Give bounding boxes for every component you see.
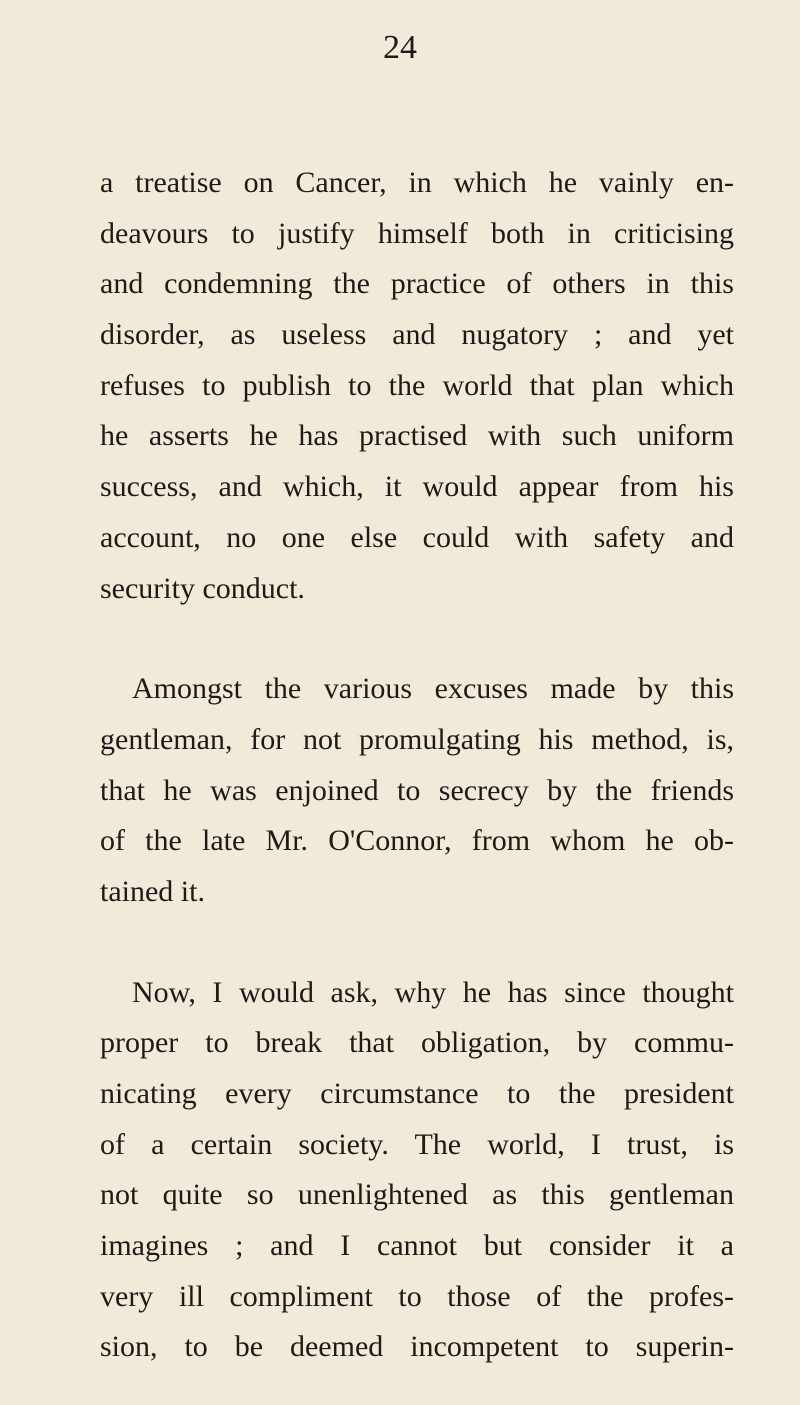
text-line: nicating every circumstance to the president xyxy=(100,1077,734,1110)
text-line: gentleman, for not promulgating his method, is, xyxy=(100,722,734,756)
text-line: proper to break that obligation, by commu- xyxy=(100,1026,734,1060)
text-line: of the late Mr. O'Connor, from whom he ob- xyxy=(100,824,734,858)
paragraph-2 xyxy=(100,664,734,917)
text-line: Amongst the various excuses made by this xyxy=(132,672,734,706)
text-line: disorder, as useless and nugatory ; and yet xyxy=(100,318,734,352)
page-number: 24 xyxy=(383,29,417,66)
text-line: imagines ; and I cannot but consider it a xyxy=(100,1229,734,1263)
paragraph-gap xyxy=(100,614,734,664)
paragraph-1 xyxy=(100,158,734,614)
text-line: that he was enjoined to secrecy by the friends xyxy=(100,773,734,807)
text-line: refuses to publish to the world that plan which xyxy=(100,368,734,402)
text-line: tained it. xyxy=(100,874,205,908)
text-line: deavours to justify himself both in criticising xyxy=(100,216,734,250)
body-text xyxy=(100,158,734,1373)
text-line: account, no one else could with safety and xyxy=(100,520,734,554)
text-line: and condemning the practice of others in this xyxy=(100,267,734,301)
text-line: sion, to be deemed incompetent to superin- xyxy=(100,1330,734,1364)
text-line: of a certain society. The world, I trust, is xyxy=(100,1127,734,1161)
paragraph-gap xyxy=(100,918,734,968)
text-line: a treatise on Cancer, in which he vainly en- xyxy=(100,166,734,199)
paragraph-3 xyxy=(100,968,734,1374)
text-line: he asserts he has practised with such uniform xyxy=(100,419,734,453)
text-line: success, and which, it would appear from his xyxy=(100,470,734,504)
text-line: Now, I would ask, why he has since thought xyxy=(132,975,734,1009)
text-line: not quite so unenlightened as this gentleman xyxy=(100,1178,734,1212)
text-line: security conduct. xyxy=(100,571,305,605)
text-line: very ill compliment to those of the profes- xyxy=(100,1279,734,1313)
